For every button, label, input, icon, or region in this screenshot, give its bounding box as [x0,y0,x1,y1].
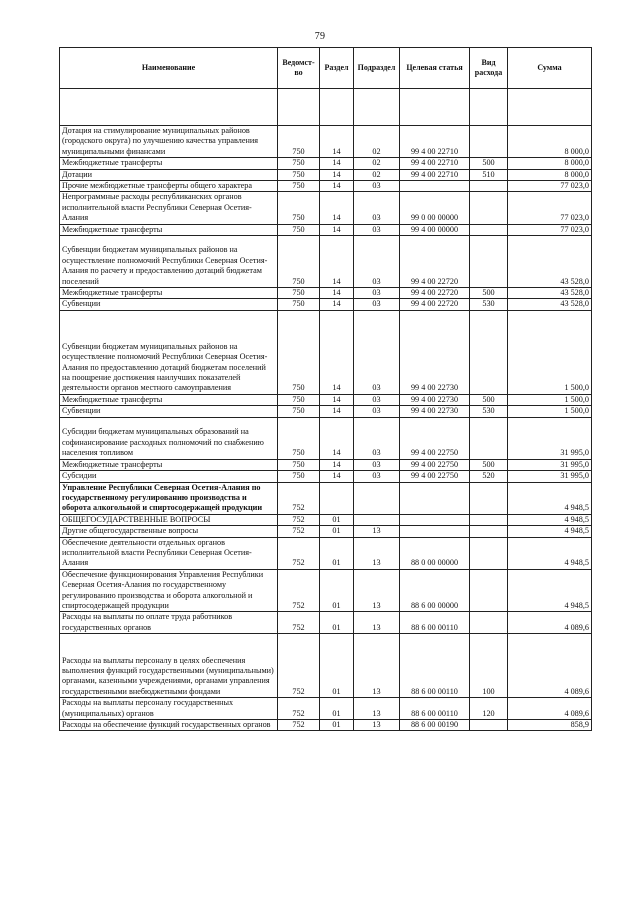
row-name: ОБЩЕГОСУДАРСТВЕННЫЕ ВОПРОСЫ [60,514,278,525]
row-sum: 1 500,0 [508,310,592,394]
table-row [60,482,592,514]
row-razdel: 14 [320,236,354,288]
row-ved: 750 [278,181,320,192]
row-ved: 750 [278,126,320,158]
row-podrazdel: 03 [354,406,400,417]
table-row [60,181,592,192]
row-name: Непрограммные расходы республиканских органов исполнительной власти Республики Северная Осетия-Алания [60,192,278,224]
row-expense-type: 100 [470,634,508,698]
row-razdel: 14 [320,459,354,470]
header-spacer-row [60,89,592,126]
row-podrazdel: 13 [354,526,400,537]
row-ved: 752 [278,720,320,731]
row-podrazdel: 03 [354,192,400,224]
row-podrazdel: 03 [354,299,400,310]
row-sum: 43 528,0 [508,236,592,288]
table-row [60,169,592,180]
row-ved: 750 [278,299,320,310]
header-row [60,48,592,89]
row-target-article: 88 0 00 00000 [400,537,470,569]
row-razdel: 01 [320,526,354,537]
row-name: Субвенции бюджетам муниципальных районов на осуществление полномочий Республики Северная Осетия-Алания по расчету и предоставлению дотаций бюджетам поселений [60,236,278,288]
row-ved: 752 [278,698,320,720]
row-target-article: 99 4 00 22730 [400,310,470,394]
row-name: Расходы на обеспечение функций государственных органов [60,720,278,731]
row-ved: 750 [278,310,320,394]
row-ved: 750 [278,236,320,288]
row-podrazdel: 13 [354,698,400,720]
row-name: Субвенции [60,299,278,310]
row-sum: 8 000,0 [508,126,592,158]
row-ved: 750 [278,459,320,470]
row-expense-type: 500 [470,459,508,470]
row-target-article: 99 4 00 22720 [400,299,470,310]
row-sum: 4 948,5 [508,569,592,612]
row-ved: 752 [278,634,320,698]
row-podrazdel: 13 [354,720,400,731]
table-row [60,417,592,459]
row-ved: 752 [278,612,320,634]
row-razdel: 14 [320,181,354,192]
table-row [60,224,592,235]
header-sum: Сумма [508,48,592,89]
row-sum: 43 528,0 [508,299,592,310]
table-row [60,459,592,470]
row-sum: 31 995,0 [508,459,592,470]
row-name: Межбюджетные трансферты [60,394,278,405]
table-row [60,406,592,417]
row-expense-type [470,482,508,514]
row-ved: 750 [278,169,320,180]
row-ved: 752 [278,537,320,569]
row-target-article: 99 4 00 22720 [400,236,470,288]
row-sum: 4 948,5 [508,526,592,537]
table-row [60,634,592,698]
row-ved: 752 [278,482,320,514]
row-razdel: 14 [320,288,354,299]
row-razdel: 01 [320,720,354,731]
row-target-article: 88 6 00 00110 [400,698,470,720]
row-ved: 750 [278,406,320,417]
row-name: Дотация на стимулирование муниципальных районов (городского округа) по улучшению качества управления муниципальными финансами [60,126,278,158]
row-razdel: 14 [320,126,354,158]
row-expense-type [470,537,508,569]
row-podrazdel: 03 [354,224,400,235]
row-razdel [320,482,354,514]
row-razdel: 14 [320,394,354,405]
row-expense-type [470,612,508,634]
row-razdel: 14 [320,310,354,394]
row-ved: 750 [278,471,320,482]
row-podrazdel: 03 [354,459,400,470]
row-podrazdel: 13 [354,634,400,698]
row-ved: 750 [278,417,320,459]
table-row [60,192,592,224]
row-expense-type [470,569,508,612]
row-target-article [400,526,470,537]
row-expense-type: 530 [470,299,508,310]
row-name: Межбюджетные трансферты [60,158,278,169]
row-sum: 77 023,0 [508,224,592,235]
header-target-article: Целевая статья [400,48,470,89]
row-name: Прочие межбюджетные трансферты общего характера [60,181,278,192]
header-podrazdel: Подраздел [354,48,400,89]
header-razdel: Раздел [320,48,354,89]
table-row [60,394,592,405]
row-name: Расходы на выплаты персоналу в целях обеспечения выполнения функций государственными (муниципальными) органами, казенными учреждениями, органами управления государственными внебюджетными фондами [60,634,278,698]
row-target-article: 99 4 00 22750 [400,459,470,470]
table-row [60,126,592,158]
row-razdel: 14 [320,471,354,482]
row-target-article: 99 4 00 22750 [400,471,470,482]
table-row [60,288,592,299]
row-ved: 752 [278,569,320,612]
row-name: Обеспечение деятельности отдельных органов исполнительной власти Республики Северная Осетия-Алания [60,537,278,569]
row-sum: 4 089,6 [508,612,592,634]
row-sum: 1 500,0 [508,394,592,405]
row-target-article [400,482,470,514]
table-row [60,514,592,525]
row-sum: 4 948,5 [508,514,592,525]
row-target-article: 99 0 00 00000 [400,192,470,224]
row-name: Обеспечение функционирования Управления Республики Северная Осетия-Алания по государственному регулированию производства и оборота алкогольной и спиртосодержащей продукции [60,569,278,612]
row-expense-type [470,310,508,394]
row-expense-type: 500 [470,158,508,169]
row-podrazdel: 03 [354,471,400,482]
row-target-article: 99 4 00 22710 [400,169,470,180]
row-target-article: 99 4 00 22750 [400,417,470,459]
row-name: Межбюджетные трансферты [60,288,278,299]
row-razdel: 14 [320,224,354,235]
table-row [60,236,592,288]
row-podrazdel: 13 [354,537,400,569]
row-target-article [400,181,470,192]
row-target-article: 99 4 00 22710 [400,126,470,158]
table-body [60,126,592,731]
row-ved: 752 [278,526,320,537]
row-name: Расходы на выплаты по оплате труда работников государственных органов [60,612,278,634]
row-ved: 750 [278,394,320,405]
row-name: Расходы на выплаты персоналу государственных (муниципальных) органов [60,698,278,720]
row-razdel: 14 [320,406,354,417]
row-podrazdel: 03 [354,288,400,299]
row-sum: 858,9 [508,720,592,731]
row-name: Дотации [60,169,278,180]
page-number: 79 [314,31,326,42]
budget-table [59,47,592,731]
row-expense-type [470,417,508,459]
row-name: Межбюджетные трансферты [60,459,278,470]
row-razdel: 01 [320,698,354,720]
table-row [60,158,592,169]
row-target-article: 88 6 00 00110 [400,612,470,634]
table-row [60,698,592,720]
row-podrazdel: 13 [354,569,400,612]
row-target-article: 99 4 00 22710 [400,158,470,169]
header-name: Наименование [60,48,278,89]
row-name: Другие общегосударственные вопросы [60,526,278,537]
row-expense-type: 500 [470,394,508,405]
row-expense-type [470,720,508,731]
row-podrazdel: 03 [354,394,400,405]
row-sum: 4 089,6 [508,698,592,720]
row-razdel: 01 [320,537,354,569]
row-sum: 8 000,0 [508,158,592,169]
row-ved: 750 [278,288,320,299]
row-podrazdel: 13 [354,612,400,634]
row-razdel: 01 [320,612,354,634]
row-sum: 31 995,0 [508,417,592,459]
row-podrazdel: 02 [354,169,400,180]
row-target-article: 88 6 00 00190 [400,720,470,731]
row-razdel: 14 [320,158,354,169]
row-sum: 1 500,0 [508,406,592,417]
row-podrazdel: 03 [354,236,400,288]
row-sum: 77 023,0 [508,192,592,224]
row-razdel: 14 [320,417,354,459]
table-row [60,299,592,310]
row-expense-type [470,126,508,158]
row-target-article: 88 6 00 00000 [400,569,470,612]
row-expense-type [470,514,508,525]
row-name: Субсидии [60,471,278,482]
row-expense-type: 120 [470,698,508,720]
row-name: Субвенции [60,406,278,417]
row-sum: 4 948,5 [508,482,592,514]
row-podrazdel: 03 [354,417,400,459]
row-sum: 43 528,0 [508,288,592,299]
table-row [60,537,592,569]
row-expense-type [470,236,508,288]
row-podrazdel: 03 [354,310,400,394]
row-target-article: 88 6 00 00110 [400,634,470,698]
row-name: Межбюджетные трансферты [60,224,278,235]
row-target-article [400,514,470,525]
row-expense-type: 510 [470,169,508,180]
row-sum: 4 089,6 [508,634,592,698]
row-expense-type [470,224,508,235]
table-row [60,612,592,634]
row-podrazdel: 03 [354,181,400,192]
header-expense-type: Вид расхода [470,48,508,89]
header-ved: Ведомст-во [278,48,320,89]
row-expense-type: 500 [470,288,508,299]
table-row [60,569,592,612]
row-sum: 8 000,0 [508,169,592,180]
row-ved: 750 [278,158,320,169]
row-expense-type [470,192,508,224]
row-expense-type: 520 [470,471,508,482]
row-name: Управление Республики Северная Осетия-Алания по государственному регулированию производства и оборота алкогольной и спиртосодержащей продукции [60,482,278,514]
row-razdel: 14 [320,299,354,310]
row-sum: 4 948,5 [508,537,592,569]
row-podrazdel [354,514,400,525]
row-razdel: 14 [320,169,354,180]
row-target-article: 99 4 00 00000 [400,224,470,235]
row-target-article: 99 4 00 22720 [400,288,470,299]
row-ved: 750 [278,192,320,224]
row-ved: 752 [278,514,320,525]
row-razdel: 01 [320,634,354,698]
row-podrazdel: 02 [354,158,400,169]
row-name: Субвенции бюджетам муниципальных районов на осуществление полномочий Республики Северная Осетия-Алания по предоставлению дотаций бюджетам поселений на поощрение достижения наилучших показателей деятельности органов местного самоуправления [60,310,278,394]
row-razdel: 14 [320,192,354,224]
row-name: Субсидии бюджетам муниципальных образований на софинансирование расходных полномочий по снабжению населения топливом [60,417,278,459]
table-row [60,526,592,537]
row-expense-type: 530 [470,406,508,417]
row-sum: 31 995,0 [508,471,592,482]
row-target-article: 99 4 00 22730 [400,394,470,405]
table-row [60,720,592,731]
row-razdel: 01 [320,514,354,525]
row-podrazdel: 02 [354,126,400,158]
table-row [60,471,592,482]
row-razdel: 01 [320,569,354,612]
row-expense-type [470,526,508,537]
row-sum: 77 023,0 [508,181,592,192]
row-ved: 750 [278,224,320,235]
row-expense-type [470,181,508,192]
row-podrazdel [354,482,400,514]
table-row [60,310,592,394]
row-target-article: 99 4 00 22730 [400,406,470,417]
